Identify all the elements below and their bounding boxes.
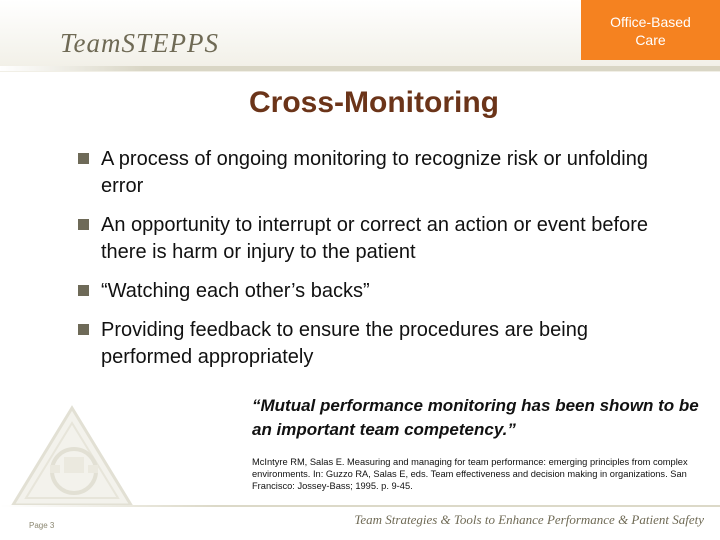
footer-tagline: Team Strategies & Tools to Enhance Performance & Patient Safety bbox=[354, 512, 704, 527]
square-bullet-icon bbox=[78, 153, 89, 164]
bullet-item bbox=[78, 146, 678, 200]
square-bullet-icon bbox=[78, 219, 89, 230]
bullet-text: Providing feedback to ensure the procedures are being performed appropriately bbox=[101, 319, 588, 368]
office-based-care-badge bbox=[581, 0, 720, 60]
watermark-triangle-emblem-icon bbox=[10, 405, 135, 510]
bullet-text: A process of ongoing monitoring to recognize risk or unfolding error bbox=[101, 148, 648, 197]
page-number: Page 3 bbox=[29, 521, 55, 530]
header-divider bbox=[0, 66, 720, 71]
footer-divider bbox=[0, 505, 720, 507]
badge-line-2: Care bbox=[635, 32, 666, 48]
quote-text: “Mutual performance monitoring has been shown to be an important team competency.” bbox=[252, 396, 699, 439]
slide-title: Cross-Monitoring bbox=[249, 86, 499, 119]
bullet-list bbox=[78, 146, 678, 383]
square-bullet-icon bbox=[78, 285, 89, 296]
bullet-text: An opportunity to interrupt or correct an action or event before there is harm or injury to the patient bbox=[101, 214, 648, 263]
teamstepps-logo: TeamSTEPPS bbox=[60, 28, 220, 58]
bullet-item bbox=[78, 278, 678, 305]
bullet-text: “Watching each other’s backs” bbox=[101, 280, 370, 302]
square-bullet-icon bbox=[78, 324, 89, 335]
citation-text: McIntyre RM, Salas E. Measuring and managing for team performance: emerging principles from complex environments. In: Guzzo RA, Salas E, eds. Team effectiveness and decision making in organizations. San Francisco: Jossey-Bass; 1995. p. 9-45. bbox=[252, 457, 688, 491]
bullet-item bbox=[78, 317, 678, 371]
bullet-item bbox=[78, 212, 678, 266]
badge-line-1: Office-Based bbox=[610, 14, 691, 30]
